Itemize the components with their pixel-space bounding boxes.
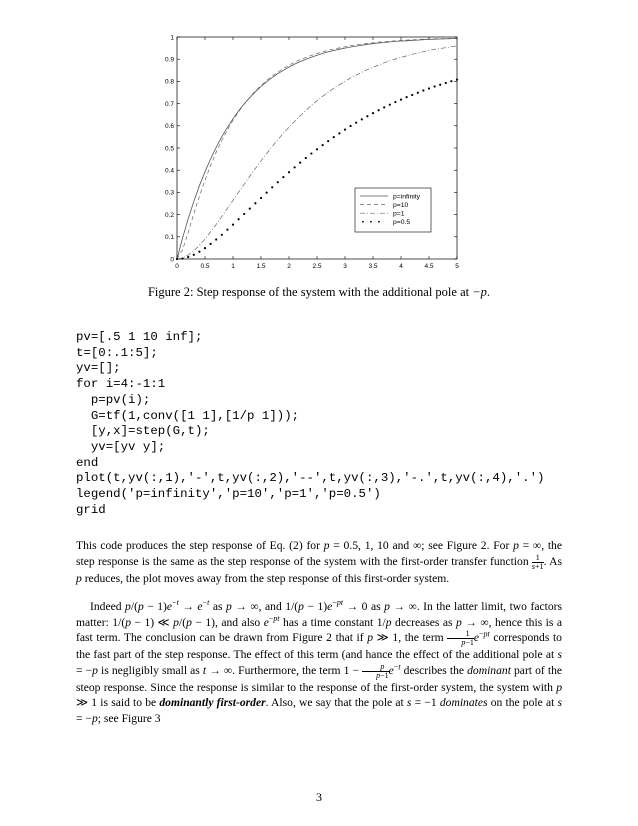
legend-marker — [370, 221, 372, 223]
series-point-p0.5 — [310, 152, 312, 154]
series-point-p0.5 — [406, 96, 408, 98]
y-tick-label: 0.1 — [164, 234, 174, 242]
y-tick-label: 0.8 — [164, 78, 174, 86]
x-tick-label: 2 — [287, 263, 291, 270]
legend-label: p=10 — [393, 201, 409, 209]
series-point-p0.5 — [383, 106, 385, 108]
series-point-p0.5 — [411, 94, 413, 96]
x-tick-label: 3 — [343, 263, 347, 270]
series-point-p0.5 — [450, 80, 452, 82]
legend-label: p=0.5 — [393, 219, 411, 227]
series-point-p0.5 — [204, 247, 206, 249]
series-point-p0.5 — [456, 79, 458, 81]
x-tick-label: 1.5 — [256, 263, 266, 270]
y-tick-label: 0.4 — [164, 167, 174, 175]
series-point-p0.5 — [215, 238, 217, 240]
series-point-p0.5 — [378, 109, 380, 111]
code-line: yv=[]; — [76, 361, 121, 376]
y-tick-label: 0 — [170, 256, 174, 264]
step-response-chart — [0, 0, 638, 280]
code-line: end — [76, 455, 99, 470]
series-point-p0.5 — [333, 136, 335, 138]
series-point-p0.5 — [277, 181, 279, 183]
legend-marker — [378, 221, 380, 223]
x-tick-label: 1 — [231, 263, 235, 270]
series-point-p0.5 — [198, 251, 200, 253]
x-tick-label: 5 — [455, 263, 459, 270]
series-point-p0.5 — [434, 85, 436, 87]
series-point-p0.5 — [422, 89, 424, 91]
series-point-p0.5 — [260, 197, 262, 199]
y-tick-label: 0.3 — [164, 189, 174, 197]
x-tick-label: 2.5 — [312, 263, 322, 270]
series-point-p0.5 — [394, 101, 396, 103]
y-tick-label: 0.2 — [164, 211, 174, 219]
y-tick-label: 0.7 — [164, 100, 174, 108]
x-tick-label: 4 — [399, 263, 403, 270]
series-point-p0.5 — [238, 218, 240, 220]
series-point-p0.5 — [316, 148, 318, 150]
paragraph-2: Indeed $p/(p - 1)e^{-t} \to e^{-t}$ as p → ∞, and $1/(p - 1)e^{-pt} \to 0$ as p → ∞. In the latter limit, two factors matter: 1/(p − 1) ≪ p/(p − 1), and also $e^{-pt}$ has a time constant 1/p decreases as p → ∞, hence this is a fast term. The conclusion can be drawn from Figure 2 that if p ≫ 1, the term $\frac{1}{p-1}$ $e^{-pt}$ corresponds to the fast part of the step response. The effect of this term (and hance the effect of the additional pole at s = −p is negligibly small as t → ∞. Furthermore, the term 1 − $\frac{p}{p-1}$ $e^{-t}$ describes the dominant part of the steop response. Since the response is similar to the response of the first-order system, the system with p ≫ 1 is said to be dominantly first-order. Also, we say that the pole at s = −1 dominates on the pole at s = −p; see Figure 3 — [76, 598, 563, 725]
x-tick-label: 4.5 — [424, 263, 434, 270]
series-point-p0.5 — [366, 115, 368, 117]
code-line: legend('p=infinity','p=10','p=1','p=0.5') — [76, 487, 381, 502]
series-point-p0.5 — [232, 223, 234, 225]
series-point-p0.5 — [288, 171, 290, 173]
x-tick-label: 0.5 — [200, 263, 210, 270]
code-line: plot(t,yv(:,1),'-',t,yv(:,2),'--',t,yv(:,3),'-.',t,yv(:,4),'.') — [76, 471, 545, 486]
code-line: grid — [76, 502, 106, 517]
series-point-p0.5 — [355, 122, 357, 124]
y-tick-label: 1 — [170, 34, 174, 42]
series-point-p0.5 — [266, 192, 268, 194]
series-point-p0.5 — [338, 132, 340, 134]
series-point-p0.5 — [254, 202, 256, 204]
series-point-p0.5 — [350, 125, 352, 127]
legend-label: p=infinity — [393, 193, 421, 201]
series-point-p0.5 — [322, 144, 324, 146]
y-tick-label: 0.5 — [164, 145, 174, 153]
series-point-p0.5 — [243, 213, 245, 215]
code-line: pv=[.5 1 10 inf]; — [76, 330, 203, 344]
code-line: [y,x]=step(G,t); — [90, 424, 210, 439]
y-tick-label: 0.6 — [164, 123, 174, 131]
paragraph-1: This code produces the step response of Eq. (2) for p = 0.5, 1, 10 and ∞; see Figure 2. For p = ∞, the step response is the same as the step response of the system with the first-order transfer function $\frac{1}{s+1}$ . As p reduces, the plot moves away from the step response of this first-order system. — [76, 539, 563, 585]
series-point-p0.5 — [249, 208, 251, 210]
page-number: 3 — [316, 790, 322, 804]
series-point-p0.5 — [176, 258, 178, 260]
series-point-p0.5 — [327, 140, 329, 142]
legend-marker — [362, 221, 364, 223]
series-point-p0.5 — [445, 82, 447, 84]
series-point-p0.5 — [210, 243, 212, 245]
code-line: p=pv(i); — [90, 392, 151, 407]
matlab-code — [76, 330, 544, 518]
series-point-p0.5 — [428, 87, 430, 89]
series-point-p0.5 — [305, 157, 307, 159]
series-point-p0.5 — [439, 84, 441, 86]
figure-caption: Figure 2: Step response of the system with the additional pole at −p. — [147, 285, 491, 299]
series-point-p0.5 — [182, 257, 184, 259]
x-tick-label: 3.5 — [368, 263, 378, 270]
series-point-p0.5 — [417, 92, 419, 94]
series-point-p0.5 — [193, 254, 195, 256]
x-tick-label: 0 — [175, 263, 179, 270]
series-point-p0.5 — [294, 166, 296, 168]
series-point-p0.5 — [271, 186, 273, 188]
code-line: yv=[yv y]; — [90, 439, 166, 454]
series-point-p0.5 — [299, 162, 301, 164]
code-line: G=tf(1,conv([1 1],[1/p 1])); — [90, 408, 300, 423]
series-point-p0.5 — [361, 118, 363, 120]
code-line: t=[0:.1:5]; — [76, 345, 158, 360]
series-point-p0.5 — [187, 256, 189, 258]
series-point-p0.5 — [400, 99, 402, 101]
series-point-p0.5 — [389, 104, 391, 106]
series-point-p0.5 — [282, 176, 284, 178]
series-point-p0.5 — [344, 128, 346, 130]
code-line: for i=4:-1:1 — [76, 377, 166, 392]
series-point-p0.5 — [221, 234, 223, 236]
y-tick-label: 0.9 — [164, 56, 174, 64]
legend-label: p=1 — [393, 210, 405, 218]
series-point-p0.5 — [226, 229, 228, 231]
series-point-p0.5 — [372, 112, 374, 114]
